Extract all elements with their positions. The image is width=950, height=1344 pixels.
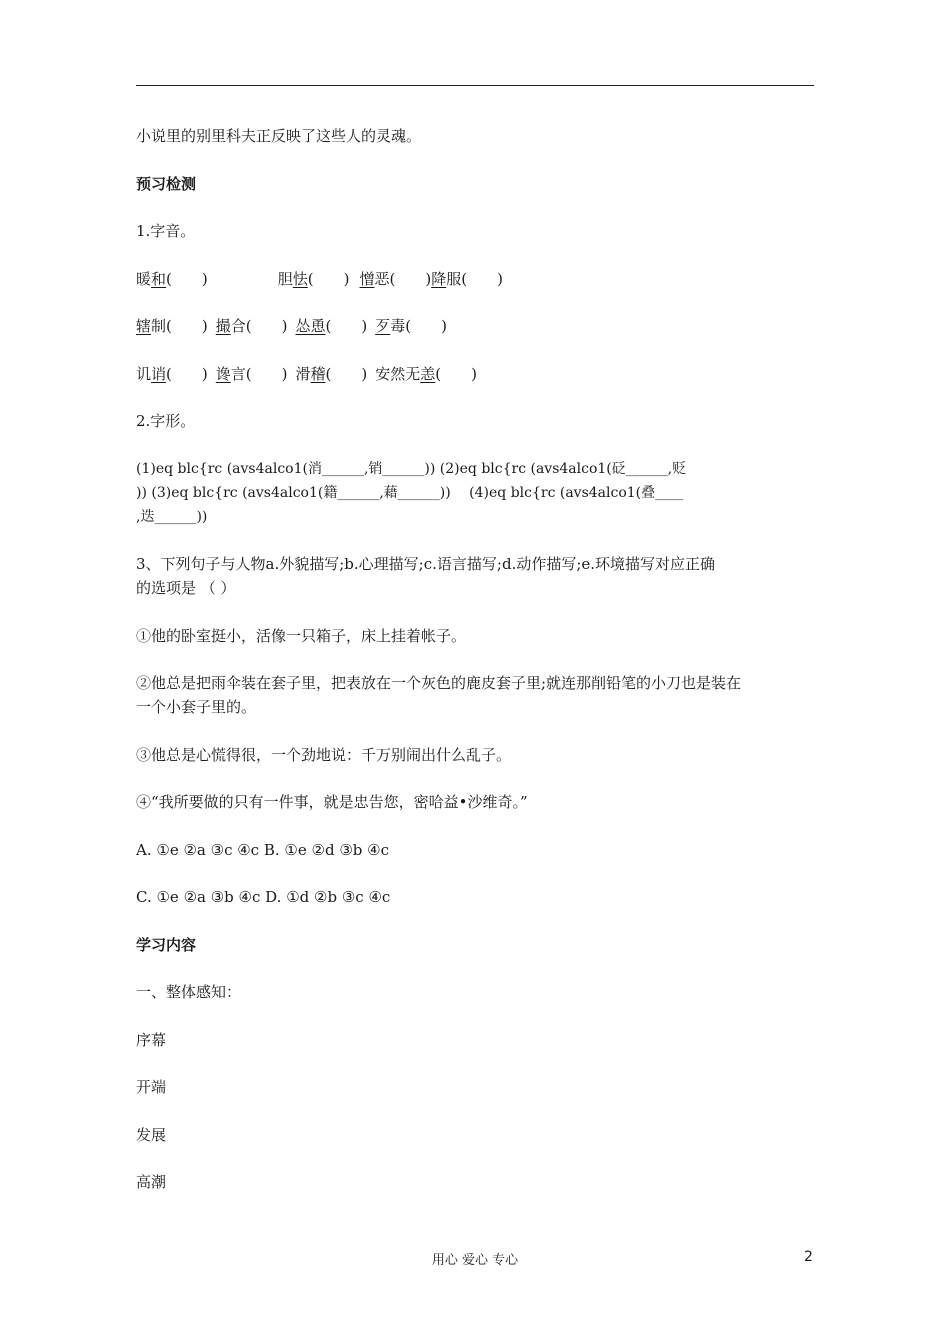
pron-item: 降服( ) [431, 269, 503, 288]
q3-stem-line2: 的选项是 （ ） [136, 579, 236, 597]
pron-item: 暖和( ) [136, 269, 208, 288]
preview-heading: 预习检测 [136, 174, 197, 193]
q2-line2: )) (3)eq blc{rc (avs4alco1(籍______,藉______)) (4)eq blc{rc (avs4alco1(叠____ [136, 484, 684, 501]
q3-sentence-4: ④“我所要做的只有一件事，就是忠告您，密哈益•沙维奇。” [136, 793, 528, 811]
q3-sentence-3: ③他总是心慌得很，一个劲地说：千万别闹出什么乱子。 [136, 745, 512, 764]
pron-item: 怂恿( ) [295, 317, 368, 335]
q1-row3 [136, 362, 816, 386]
pron-item: 憎恶( ) [359, 269, 432, 288]
q1-title: 1.字音。 [136, 222, 196, 240]
pron-item: 撮合( ) [215, 317, 288, 335]
q1-row2 [136, 314, 816, 338]
part-prologue: 序幕 [136, 1030, 167, 1049]
study-heading: 学习内容 [136, 935, 197, 954]
header-rule [136, 85, 814, 86]
section-1-title: 一、整体感知： [136, 983, 242, 1001]
q3-options-ab: A. ①e ②a ③c ④c B. ①e ②d ③b ④c [136, 840, 389, 859]
q3-sentence-2b: 一个小套子里的。 [136, 698, 257, 716]
q3-sentence-1: ①他的卧室挺小，活像一只箱子，床上挂着帐子。 [136, 626, 467, 645]
q2-title: 2.字形。 [136, 412, 196, 430]
q3-sentence-2a: ②他总是把雨伞装在套子里，把表放在一个灰色的鹿皮套子里;就连那削铅笔的小刀也是装在 [136, 674, 742, 692]
pron-item: 胆怯( ) [277, 269, 350, 288]
footer-motto: 用心 爱心 专心 [431, 1253, 519, 1268]
pron-item: 歹毒( ) [375, 317, 447, 335]
q1-row1 [136, 267, 816, 291]
part-climax: 高潮 [136, 1173, 167, 1191]
pron-item: 安然无恙( ) [375, 364, 477, 383]
q3-options-cd: C. ①e ②a ③b ④c D. ①d ②b ③c ④c [136, 888, 391, 906]
pron-item: 滑稽( ) [295, 364, 368, 383]
pron-item: 讥诮( ) [136, 364, 208, 383]
q2-line1: (1)eq blc{rc (avs4alco1(消______,销______)) (2)eq blc{rc (avs4alco1(砭______,贬 [136, 460, 687, 477]
pron-item: 谗言( ) [215, 364, 288, 383]
page-number: 2 [804, 1249, 813, 1265]
part-beginning: 开端 [136, 1078, 167, 1096]
q3-stem-line1: 3、下列句子与人物a.外貌描写;b.心理描写;c.语言描写;d.动作描写;e.环境描写对应正确 [136, 555, 716, 573]
q2-line3: ,迭______)) [136, 508, 208, 525]
pron-item: 辖制( ) [136, 317, 208, 335]
part-development: 发展 [136, 1125, 167, 1144]
intro-text: 小说里的别里科夫正反映了这些人的灵魂。 [136, 127, 422, 145]
page-content [136, 124, 816, 1194]
